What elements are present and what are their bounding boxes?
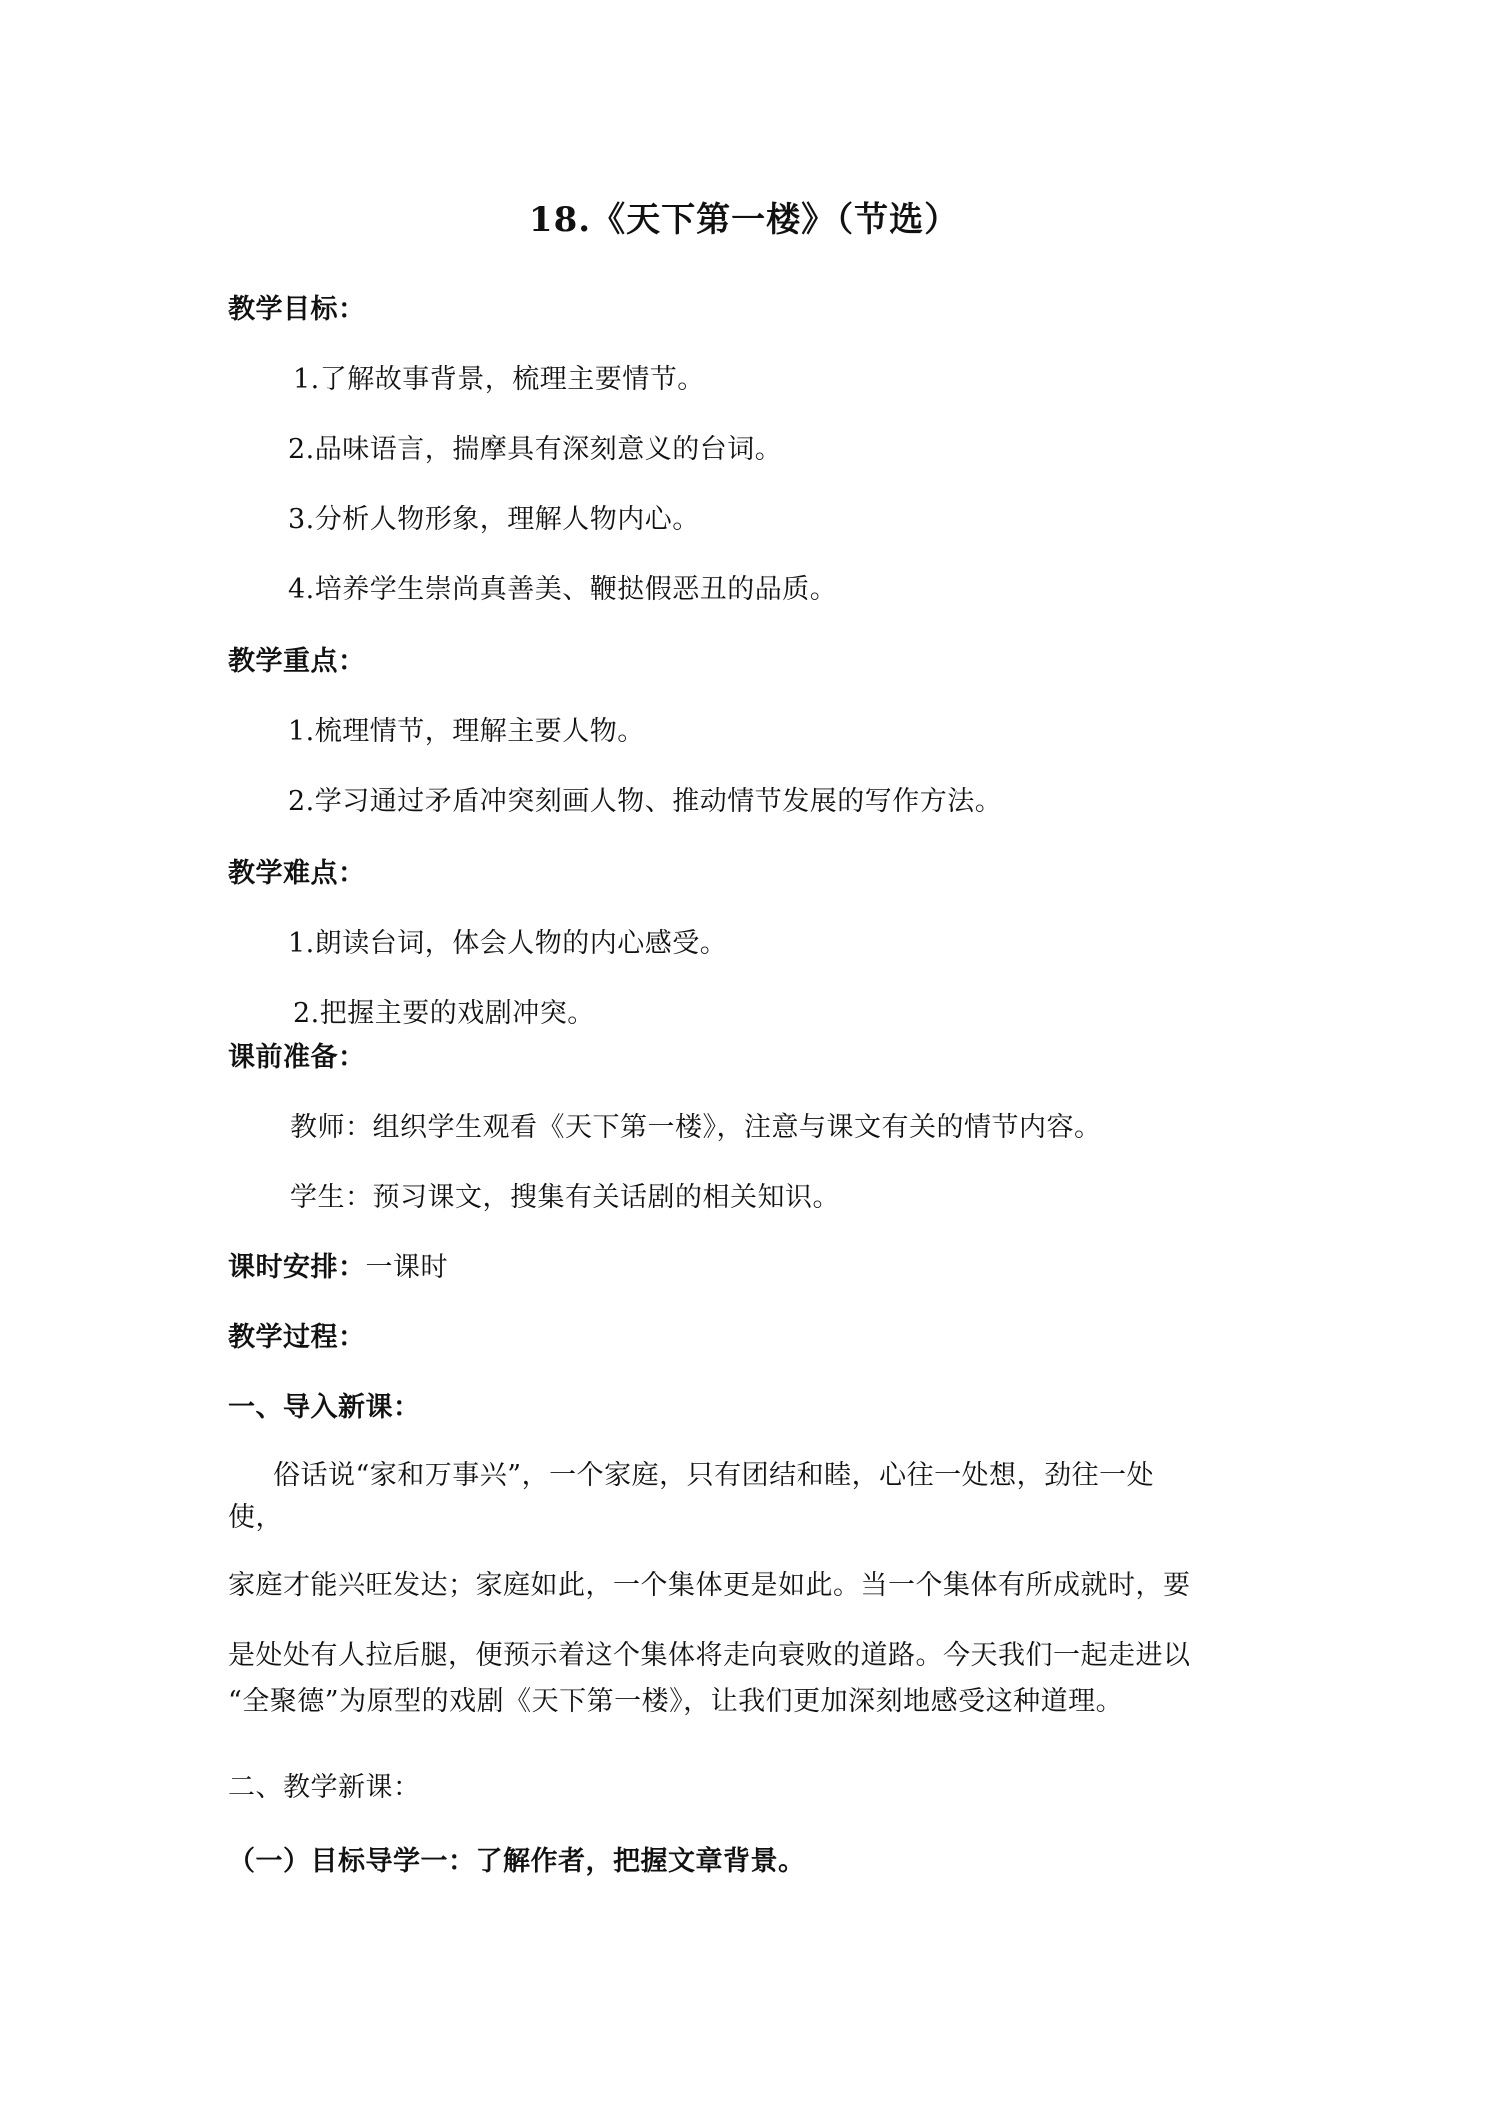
schedule-value: 一课时 xyxy=(365,1252,448,1283)
preparation-teacher: 教师：组织学生观看《天下第一楼》，注意与课文有关的情节内容。 xyxy=(290,1112,1102,1143)
difficulty-item-2: 2.把握主要的戏剧冲突。 xyxy=(293,998,595,1029)
section1-line-2: 使， xyxy=(228,1502,283,1533)
difficulty-item-1: 1.朗读台词，体会人物的内心感受。 xyxy=(288,928,728,959)
key-point-item-1: 1.梳理情节，理解主要人物。 xyxy=(288,716,645,747)
section1-line-5: “全聚德”为原型的戏剧《天下第一楼》，让我们更加深刻地感受这种道理。 xyxy=(228,1686,1124,1717)
schedule-line xyxy=(228,1250,448,1286)
preparation-heading: 课前准备： xyxy=(228,1042,366,1073)
section2-heading: 二、教学新课： xyxy=(228,1772,421,1803)
objective-item-4: 4.培养学生崇尚真善美、鞭挞假恶丑的品质。 xyxy=(288,574,838,605)
subsection1-heading: （一）目标导学一：了解作者，把握文章背景。 xyxy=(228,1846,806,1877)
difficulties-heading: 教学难点： xyxy=(228,858,366,889)
schedule-label: 课时安排： xyxy=(228,1252,366,1283)
objective-item-3: 3.分析人物形象，理解人物内心。 xyxy=(288,504,700,535)
objective-item-1: 1.了解故事背景，梳理主要情节。 xyxy=(293,364,705,395)
process-heading: 教学过程： xyxy=(228,1322,366,1353)
preparation-student: 学生：预习课文，搜集有关话剧的相关知识。 xyxy=(290,1182,840,1213)
objective-item-2: 2.品味语言，揣摩具有深刻意义的台词。 xyxy=(288,434,783,465)
section1-heading: 一、导入新课： xyxy=(228,1392,421,1423)
section1-line-3: 家庭才能兴旺发达；家庭如此，一个集体更是如此。当一个集体有所成就时，要 xyxy=(228,1570,1191,1601)
section1-line-1: 俗话说“家和万事兴”，一个家庭，只有团结和睦，心往一处想，劲往一处 xyxy=(273,1460,1155,1491)
key-point-item-2: 2.学习通过矛盾冲突刻画人物、推动情节发展的写作方法。 xyxy=(288,786,1003,817)
key-points-heading: 教学重点： xyxy=(228,646,366,677)
objectives-heading: 教学目标： xyxy=(228,294,366,325)
page-title: 18.《天下第一楼》（节选） xyxy=(528,200,960,240)
section1-line-4: 是处处有人拉后腿，便预示着这个集体将走向衰败的道路。今天我们一起走进以 xyxy=(228,1640,1191,1671)
